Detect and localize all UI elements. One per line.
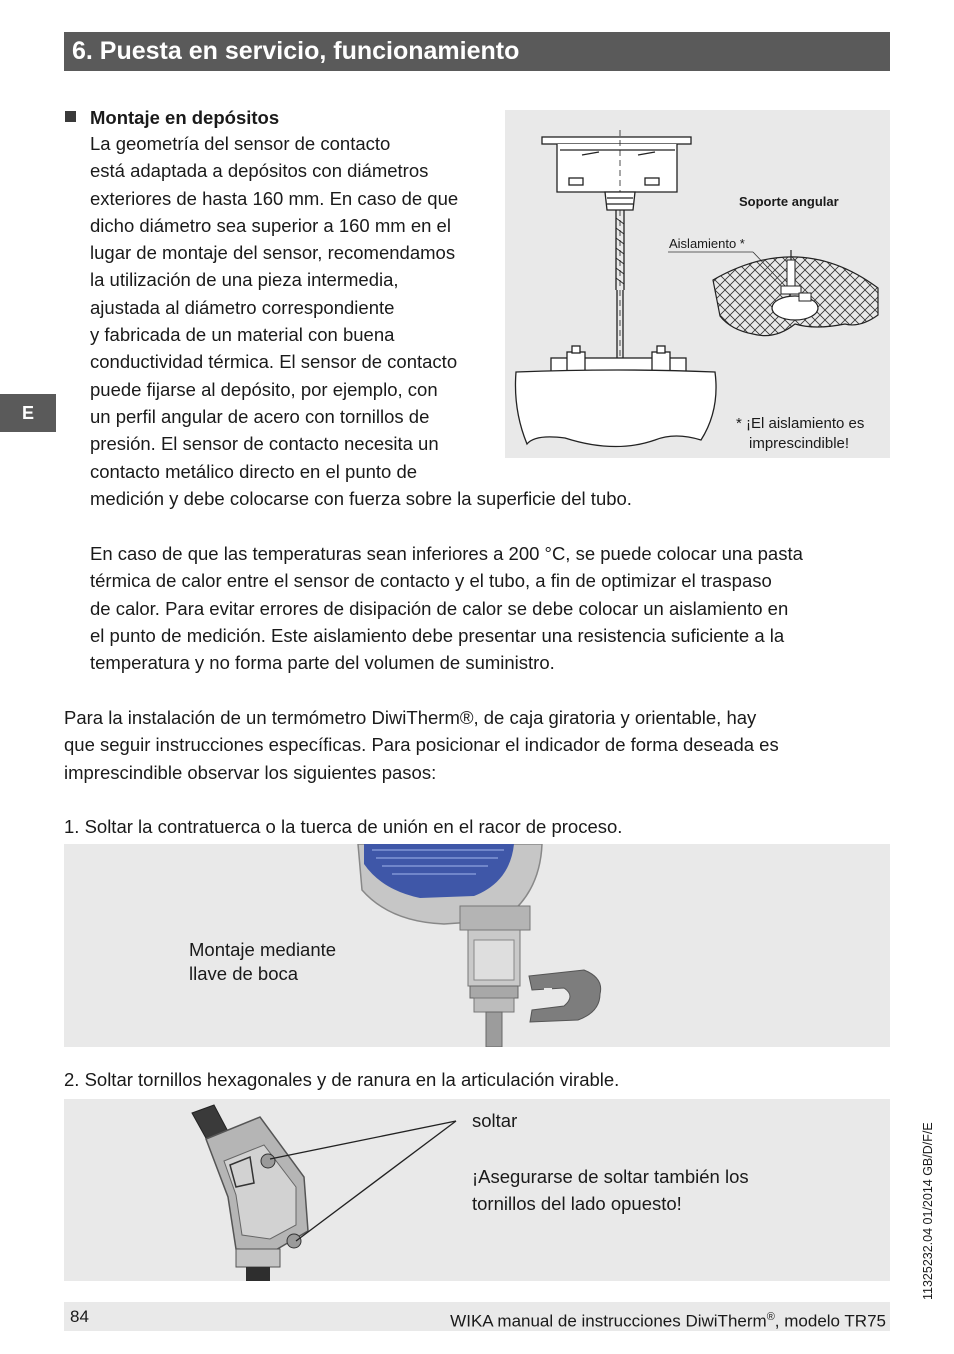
text-line: de calor. Para evitar errores de disipación de calor se debe colocar un aislamiento en	[90, 597, 789, 619]
insulation-note	[736, 414, 864, 454]
text-line: ajustada al diámetro correspondiente	[90, 296, 395, 318]
wrench-mounting-photo	[64, 844, 890, 1047]
swivel-joint-photo	[64, 1099, 890, 1281]
document-code: 11325232.04 01/2014 GB/D/F/E	[921, 1122, 935, 1300]
text-line: térmica de calor entre el sensor de contacto y el tubo, a fin de optimizar el traspaso	[90, 570, 772, 592]
text-line: exteriores de hasta 160 mm. En caso de que	[90, 187, 459, 209]
text-line: el punto de medición. Este aislamiento debe presentar una resistencia suficiente a la	[90, 624, 785, 646]
step-1-text: 1. Soltar la contratuerca o la tuerca de unión en el racor de proceso.	[64, 816, 623, 837]
text-line: la utilización de una pieza intermedia,	[90, 269, 399, 291]
language-tab: E	[0, 394, 56, 432]
release-label: soltar	[472, 1110, 518, 1131]
text-line: contacto metálico directo en el punto de	[90, 460, 418, 482]
text-line: un perfil angular de acero con tornillos de	[90, 405, 430, 427]
label-line: Montaje mediante	[189, 939, 337, 960]
step-2-text: 2. Soltar tornillos hexagonales y de ranura en la articulación virable.	[64, 1069, 620, 1090]
wrench-mounting-illustration	[64, 844, 890, 1047]
bullet-square-icon	[65, 111, 76, 122]
text-line: está adaptada a depósitos con diámetros	[90, 160, 429, 182]
opposite-screws-note	[472, 1163, 749, 1217]
label-angle-bracket: Soporte angular	[739, 194, 839, 209]
text-line: presión. El sensor de contacto necesita un	[90, 433, 439, 455]
note-line: tornillos del lado opuesto!	[472, 1193, 682, 1214]
text-line: conductividad térmica. El sensor de contacto	[90, 351, 458, 373]
note-line: imprescindible!	[749, 435, 850, 452]
text-line: y fabricada de un material con buena	[90, 324, 395, 346]
text-line: imprescindible observar los siguientes pasos:	[64, 761, 437, 783]
text-line: puede fijarse al depósito, por ejemplo, con	[90, 378, 438, 400]
mounting-diagram-drawing	[505, 110, 890, 458]
text-line: La geometría del sensor de contacto	[90, 133, 391, 154]
note-line: ¡Asegurarse de soltar también los	[472, 1166, 749, 1187]
text-line: temperatura y no forma parte del volumen de suministro.	[90, 652, 555, 674]
text-line: lugar de montaje del sensor, recomendamos	[90, 242, 456, 264]
text-line: que seguir instrucciones específicas. Para posicionar el indicador de forma deseada es	[64, 734, 779, 756]
mounting-diagram	[505, 110, 890, 458]
text-line: En caso de que las temperaturas sean inferiores a 200 °C, se puede colocar una pasta	[90, 543, 803, 564]
footer-title-prefix: WIKA manual de instrucciones DiwiTherm	[450, 1311, 767, 1331]
section-heading: Montaje en depósitos	[90, 107, 280, 128]
paragraph-intro	[64, 704, 779, 786]
text-line: medición y debe colocarse con fuerza sobre la superficie del tubo.	[90, 487, 632, 509]
note-line: * ¡El aislamiento es	[736, 415, 865, 432]
paragraph-thermal-paste	[90, 540, 803, 676]
page-number: 84	[70, 1307, 89, 1326]
label-line: llave de boca	[189, 963, 299, 984]
registered-mark: ®	[766, 1311, 775, 1323]
text-line: Para la instalación de un termómetro DiwiTherm®, de caja giratoria y orientable, hay	[64, 707, 757, 728]
label-insulation: Aislamiento *	[669, 236, 745, 251]
footer-title	[450, 1306, 886, 1333]
footer-title-suffix: , modelo TR75	[774, 1311, 886, 1331]
page-title: 6. Puesta en servicio, funcionamiento	[64, 32, 890, 71]
text-line: dicho diámetro sea superior a 160 mm en el	[90, 214, 451, 236]
wrench-label	[189, 938, 336, 986]
